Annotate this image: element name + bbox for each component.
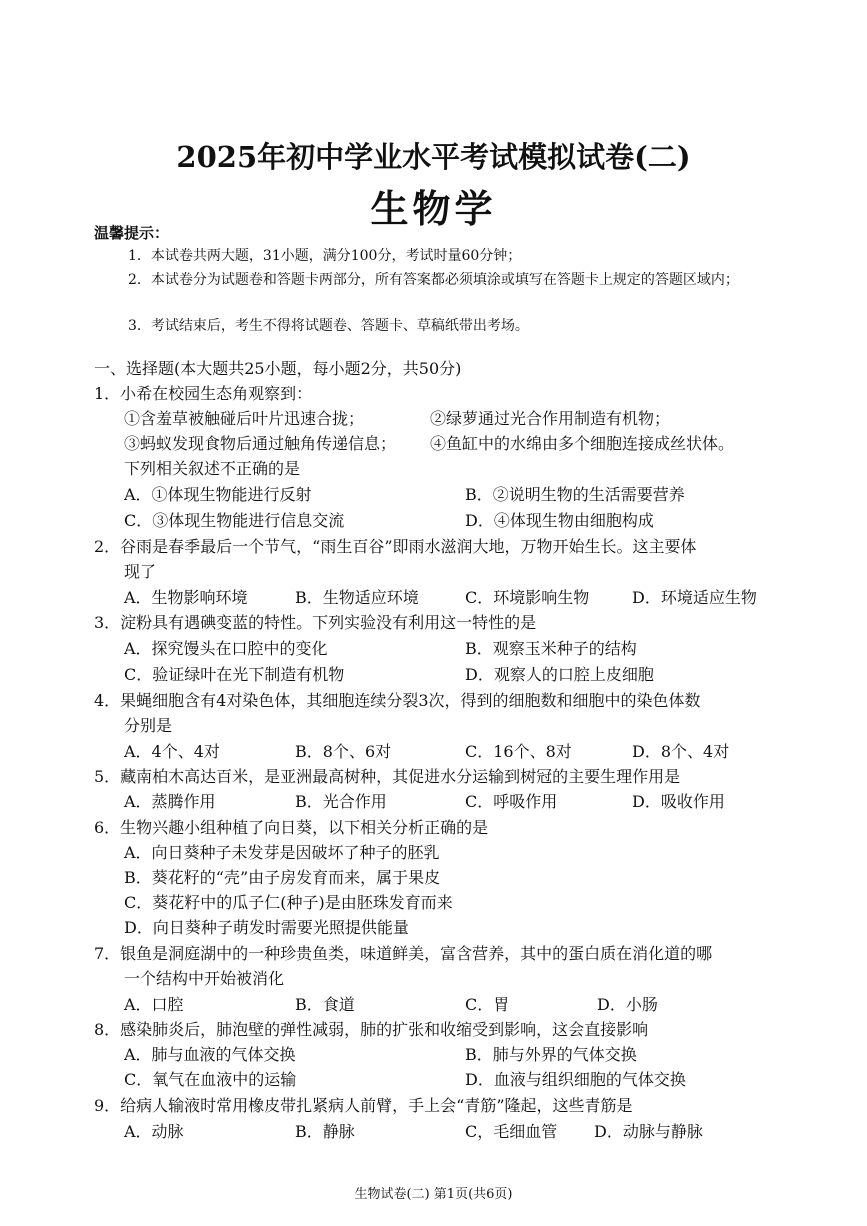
q1-option-d: D．④体现生物由细胞构成 xyxy=(465,511,654,530)
q1-prompt: 下列相关叙述不正确的是 xyxy=(124,459,301,478)
q7-option-d: D．小肠 xyxy=(597,995,658,1014)
page-footer: 生物试卷(二) 第1页(共6页) xyxy=(354,1187,513,1202)
tip-1: 1．本试卷共两大题，31小题，满分100分，考试时量60分钟； xyxy=(128,248,522,264)
question-9-stem: 9．给病人输液时常用橡皮带扎紧病人前臂，手上会“青筋”隆起，这些青筋是 xyxy=(94,1096,633,1115)
q3-option-a: A．探究馒头在口腔中的变化 xyxy=(124,639,328,658)
q5-option-d: D．吸收作用 xyxy=(632,792,725,811)
question-5-stem: 5．藏南柏木高达百米，是亚洲最高树种，其促进水分运输到树冠的主要生理作用是 xyxy=(94,767,681,786)
question-4-stem: 4．果蝇细胞含有4对染色体，其细胞连续分裂3次，得到的细胞数和细胞中的染色体数 xyxy=(94,691,701,710)
tip-2: 2．本试卷分为试题卷和答题卡两部分，所有答案都必须填涂或填写在答题卡上规定的答题区域内； xyxy=(128,272,739,288)
q7-option-c: C．胃 xyxy=(465,995,510,1014)
q1-observation-2: ②绿萝通过光合作用制造有机物； xyxy=(430,409,671,428)
q7-option-b: B．食道 xyxy=(295,995,355,1014)
q1-observation-4: ④鱼缸中的水绵由多个细胞连接成丝状体。 xyxy=(430,434,735,453)
q3-option-c: C．验证绿叶在光下制造有机物 xyxy=(124,665,345,684)
question-1-stem: 1．小希在校园生态角观察到： xyxy=(94,384,313,403)
q4-option-a: A．4个、4对 xyxy=(124,742,220,761)
question-2-stem-cont: 现了 xyxy=(124,562,157,581)
question-4-stem-cont: 分别是 xyxy=(124,716,173,735)
q6-option-c: C．葵花籽中的瓜子仁(种子)是由胚珠发育而来 xyxy=(124,893,453,912)
q3-option-d: D．观察人的口腔上皮细胞 xyxy=(465,665,654,684)
q4-option-c: C．16个、8对 xyxy=(465,742,572,761)
q8-option-d: D．血液与组织细胞的气体交换 xyxy=(465,1070,686,1089)
q6-option-a: A．向日葵种子未发芽是因破坏了种子的胚乳 xyxy=(124,843,440,862)
q9-option-c: C，毛细血管 xyxy=(465,1122,558,1141)
question-7-stem-cont: 一个结构中开始被消化 xyxy=(124,969,285,988)
question-3-stem: 3．淀粉具有遇碘变蓝的特性。下列实验没有利用这一特性的是 xyxy=(94,613,537,632)
subject-title: 生物学 xyxy=(370,186,497,231)
q9-option-a: A．动脉 xyxy=(124,1122,184,1141)
q4-option-b: B．8个、6对 xyxy=(295,742,392,761)
q3-option-b: B．观察玉米种子的结构 xyxy=(465,639,637,658)
exam-title: 2025年初中学业水平考试模拟试卷(二) xyxy=(176,140,691,174)
q6-option-d: D．向日葵种子萌发时需要光照提供能量 xyxy=(124,918,409,937)
q1-option-b: B．②说明生物的生活需要营养 xyxy=(465,485,685,504)
q8-option-a: A．肺与血液的气体交换 xyxy=(124,1045,296,1064)
question-8-stem: 8．感染肺炎后，肺泡壁的弹性减弱，肺的扩张和收缩受到影响，这会直接影响 xyxy=(94,1020,649,1039)
q1-option-c: C．③体现生物能进行信息交流 xyxy=(124,511,345,530)
q2-option-d: D．环境适应生物 xyxy=(632,588,757,607)
q5-option-c: C．呼吸作用 xyxy=(465,792,558,811)
q8-option-b: B．肺与外界的气体交换 xyxy=(465,1045,637,1064)
q5-option-a: A．蒸腾作用 xyxy=(124,792,216,811)
q7-option-a: A．口腔 xyxy=(124,995,184,1014)
q9-option-b: B．静脉 xyxy=(295,1122,355,1141)
question-2-stem: 2．谷雨是春季最后一个节气，“雨生百谷”即雨水滋润大地，万物开始生长。这主要体 xyxy=(94,537,697,556)
q2-option-c: C．环境影响生物 xyxy=(465,588,590,607)
tips-heading: 温馨提示： xyxy=(94,224,170,242)
tip-3: 3．考试结束后，考生不得将试题卷、答题卡、草稿纸带出考场。 xyxy=(128,318,529,334)
section-heading: 一、选择题(本大题共25小题，每小题2分，共50分) xyxy=(94,359,462,378)
question-7-stem: 7．银鱼是洞庭湖中的一种珍贵鱼类，味道鲜美，富含营养，其中的蛋白质在消化道的哪 xyxy=(94,944,713,963)
q1-option-a: A．①体现生物能进行反射 xyxy=(124,485,312,504)
q6-option-b: B．葵花籽的“壳”由子房发育而来，属于果皮 xyxy=(124,868,441,887)
q2-option-b: B．生物适应环境 xyxy=(295,588,419,607)
q2-option-a: A．生物影响环境 xyxy=(124,588,248,607)
q8-option-c: C．氧气在血液中的运输 xyxy=(124,1070,297,1089)
q5-option-b: B．光合作用 xyxy=(295,792,387,811)
q4-option-d: D．8个、4对 xyxy=(632,742,730,761)
q1-observation-3: ③蚂蚁发现食物后通过触角传递信息； xyxy=(124,434,397,453)
q1-observation-1: ①含羞草被触碰后叶片迅速合拢； xyxy=(124,409,365,428)
q9-option-d: D．动脉与静脉 xyxy=(594,1122,703,1141)
question-6-stem: 6．生物兴趣小组种植了向日葵，以下相关分析正确的是 xyxy=(94,818,489,837)
